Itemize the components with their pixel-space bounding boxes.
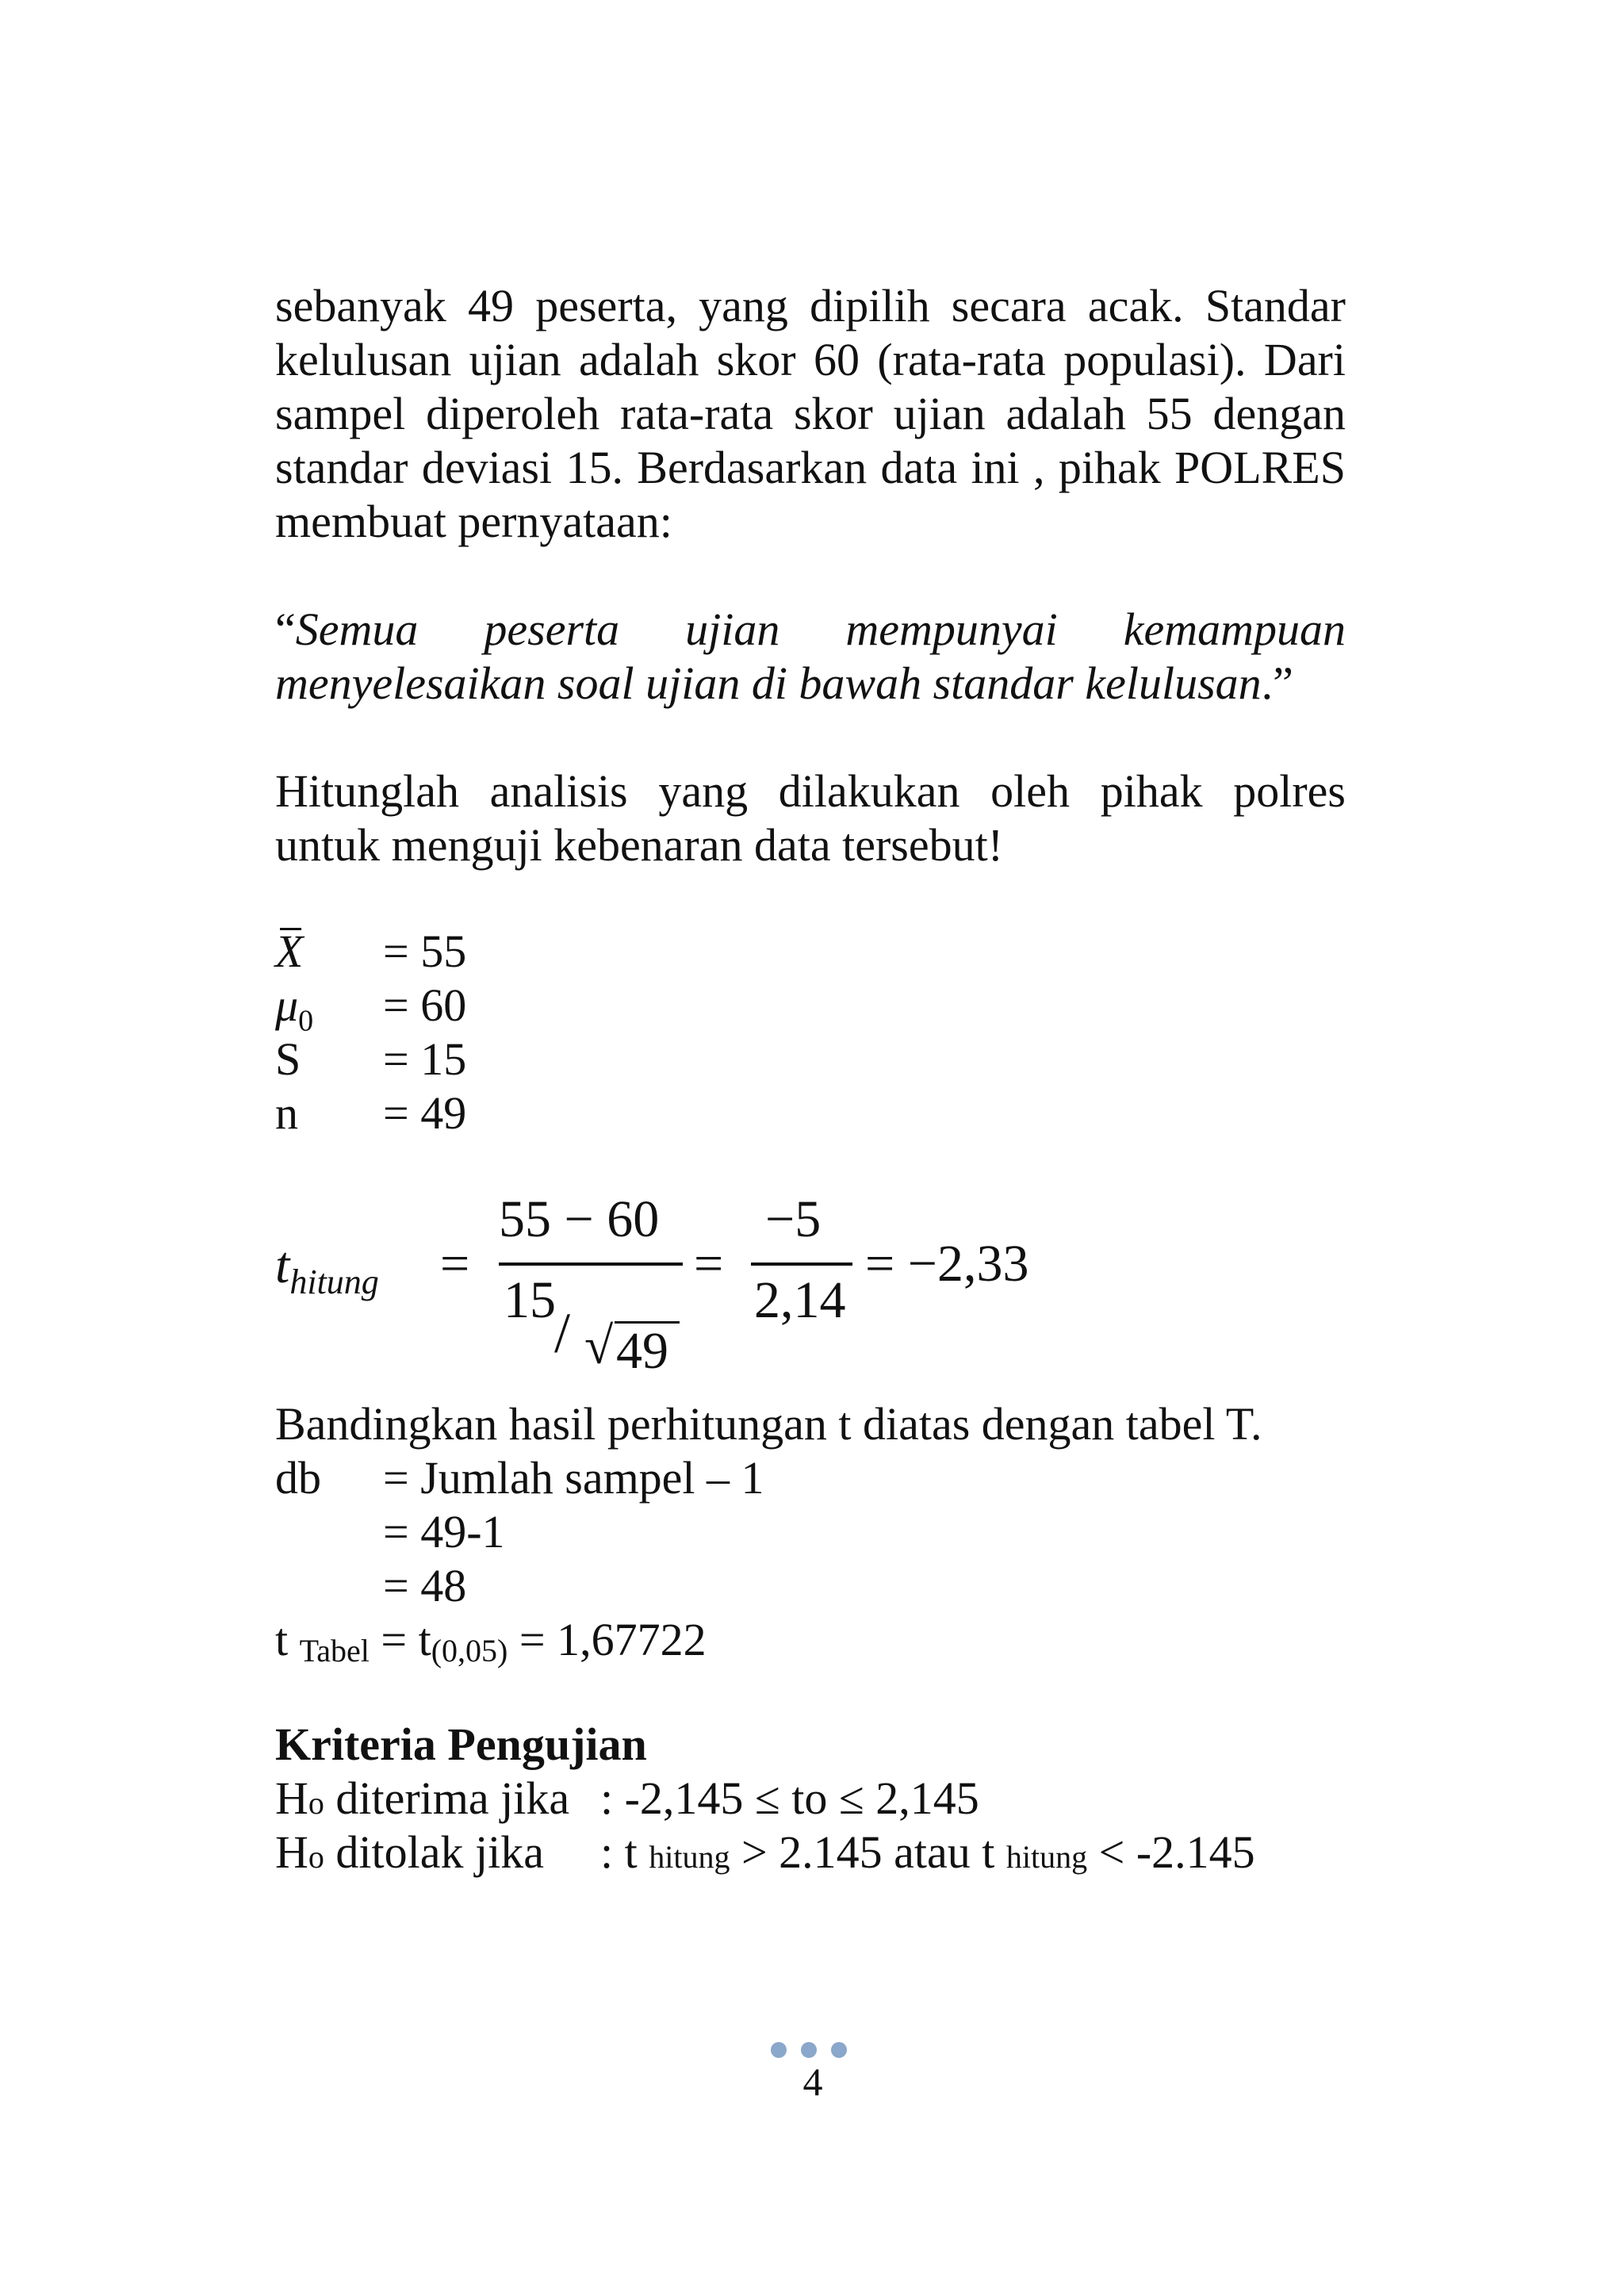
definition-value: = 60 xyxy=(383,979,467,1031)
fraction1-slash: / xyxy=(554,1301,571,1365)
fraction2-denominator: 2,14 xyxy=(754,1271,846,1329)
definition-row xyxy=(275,925,466,979)
db-line: = 49-1 xyxy=(383,1506,505,1557)
formula-lhs: $t_{hitung}$ xyxy=(275,1236,379,1301)
t-statistic-formula xyxy=(275,1190,1385,1388)
definition-value: = 49 xyxy=(383,1087,467,1139)
criteria-condition: : t hitung > 2.145 atau t hitung < -2.145 xyxy=(600,1826,1255,1878)
criteria-block xyxy=(275,1718,1385,1879)
equals-sign: = xyxy=(440,1235,470,1293)
t-symbol: t xyxy=(275,1614,289,1665)
variable-definitions xyxy=(275,925,466,1140)
criteria-label: Ho ditolak jika xyxy=(275,1826,544,1878)
body-text xyxy=(275,279,1346,872)
db-line: = Jumlah sampel – 1 xyxy=(383,1452,764,1504)
quote-paragraph xyxy=(275,603,1346,711)
db-line: = 48 xyxy=(383,1560,467,1611)
t-table-row xyxy=(275,1613,1385,1667)
fraction2-bar xyxy=(751,1262,852,1266)
formula-result: = −2,33 xyxy=(865,1235,1029,1293)
dot-icon xyxy=(771,2042,787,2058)
definition-row xyxy=(275,1033,466,1086)
criteria-heading: Kriteria Pengujian xyxy=(275,1718,647,1770)
db-label: db xyxy=(275,1452,321,1504)
n-symbol: n xyxy=(275,1087,298,1139)
mu-symbol: $\mu_0$ xyxy=(275,979,314,1038)
criteria-condition: : -2,145 ≤ to ≤ 2,145 xyxy=(600,1772,979,1824)
decorative-dots xyxy=(771,2042,847,2058)
db-row xyxy=(275,1451,1385,1505)
intro-paragraph: sebanyak 49 peserta, yang dipilih secara acak. Standar kelulusan ujian adalah skor 60 (rata-rata populasi). Dari sampel diperoleh rata-rata skor ujian adalah 55 dengan standar deviasi 15. Berdasarkan data ini , pihak POLRES membuat pernyataan: xyxy=(275,280,1346,547)
t-alpha-subscript: (0,05) xyxy=(431,1633,508,1669)
db-row xyxy=(275,1559,1385,1613)
fraction2-numerator: −5 xyxy=(765,1190,822,1248)
t-table-value: = 1,67722 xyxy=(519,1614,707,1665)
equals-sign: = xyxy=(694,1235,724,1293)
t-table-subscript: Tabel xyxy=(299,1633,370,1669)
comparison-block xyxy=(275,1397,1385,1667)
task-paragraph: Hitunglah analisis yang dilakukan oleh pihak polres untuk menguji kebenaran data tersebut! xyxy=(275,765,1346,871)
dot-icon xyxy=(801,2042,817,2058)
criteria-row xyxy=(275,1826,1385,1879)
fraction1-denominator-a: 15 xyxy=(504,1271,556,1329)
criteria-label: Ho diterima jika xyxy=(275,1772,570,1824)
definition-value: = 55 xyxy=(383,925,467,977)
quote-close: .” xyxy=(1261,657,1293,709)
definition-value: = 15 xyxy=(383,1033,467,1085)
definition-row xyxy=(275,1086,466,1140)
quote-text: Semua peserta ujian mempunyai kemampuan menyelesaikan soal ujian di bawah standar kelulusan xyxy=(275,603,1346,709)
sqrt-icon: √ xyxy=(584,1317,614,1375)
definition-row xyxy=(275,979,467,1038)
xbar-symbol: X xyxy=(275,925,304,977)
page-number: 4 xyxy=(802,2059,823,2104)
dot-icon xyxy=(831,2042,847,2058)
db-row xyxy=(275,1505,1385,1559)
criteria-row xyxy=(275,1772,1385,1826)
s-symbol: S xyxy=(275,1033,301,1085)
t-table-eq: = t xyxy=(381,1614,431,1665)
comparison-intro: Bandingkan hasil perhitungan t diatas dengan tabel T. xyxy=(275,1398,1262,1450)
fraction1-denominator-b: 49 xyxy=(616,1322,668,1380)
fraction1-bar xyxy=(499,1262,683,1266)
fraction1-numerator: 55 − 60 xyxy=(499,1190,660,1248)
quote-open: “ xyxy=(275,603,296,655)
